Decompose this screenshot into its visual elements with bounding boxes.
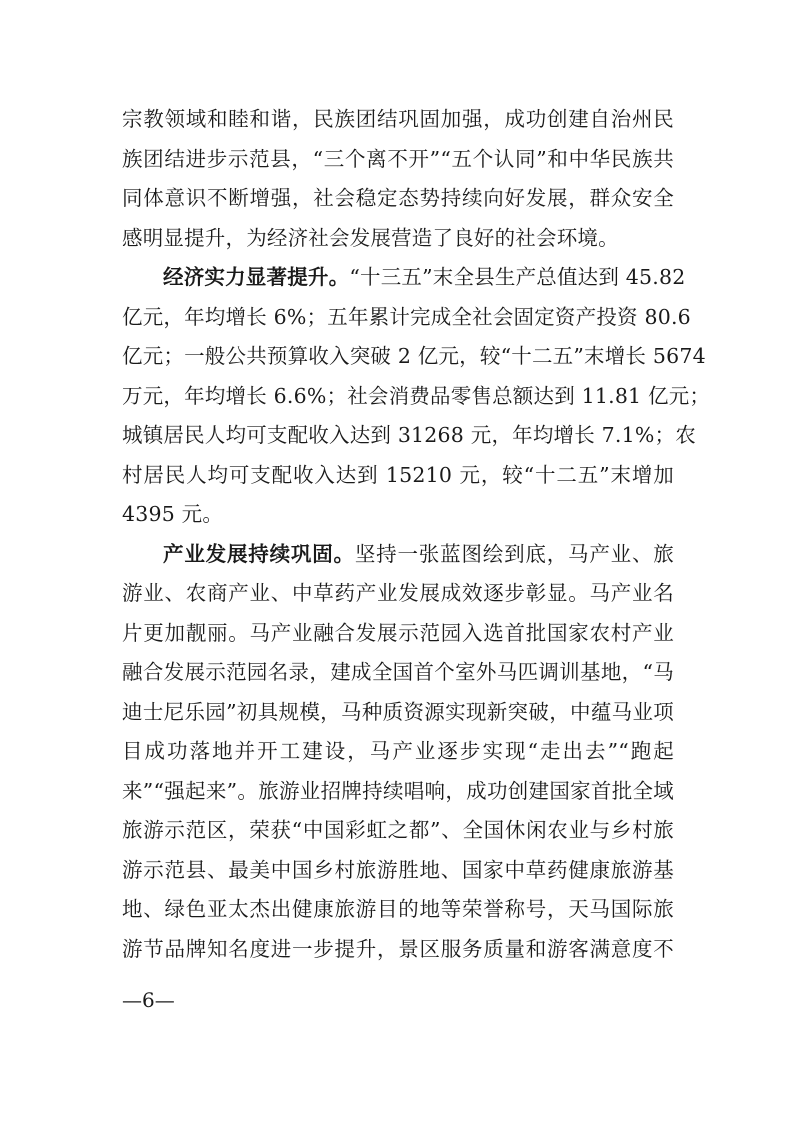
text-line: 亿元，年均增长 6%；五年累计完成全社会固定资产投资 80.6	[122, 304, 691, 329]
page-number: —6—	[122, 988, 175, 1012]
text-line: 片更加靓丽。马产业融合发展示范园入选首批国家农村产业	[122, 620, 674, 645]
text-run: “十三五”末全县生产总值达到 45.82	[349, 265, 686, 289]
text-line: 游节品牌知名度进一步提升，景区服务质量和游客满意度不	[122, 936, 674, 961]
document-page	[122, 100, 711, 969]
text-line: 同体意识不断增强，社会稳定态势持续向好发展，群众安全	[122, 186, 674, 210]
text-line: 亿元；一般公共预算收入突破 2 亿元，较“十二五”末增长 5674	[122, 344, 706, 368]
text-line: 村居民人均可支配收入达到 15210 元，较“十二五”末增加	[122, 462, 674, 487]
paragraph-economy	[122, 258, 711, 535]
text-line: 融合发展示范园名录，建成全国首个室外马匹调训基地，“马	[122, 660, 674, 684]
text-line: 地、绿色亚太杰出健康旅游目的地等荣誉称号，天马国际旅	[122, 897, 674, 921]
text-line: 旅游示范区，荣获“中国彩虹之都”、全国休闲农业与乡村旅	[122, 818, 674, 842]
paragraph-heading: 经济实力显著提升。	[163, 265, 350, 289]
text-line: 迪士尼乐园”初具规模，马种质资源实现新突破，中蕴马业项	[122, 699, 674, 724]
text-line: 来”“强起来”。旅游业招牌持续唱响，成功创建国家首批全域	[122, 778, 674, 803]
text-line: 宗教领域和睦和谐，民族团结巩固加强，成功创建自治州民	[122, 107, 674, 131]
text-line: 感明显提升，为经济社会发展营造了良好的社会环境。	[122, 225, 619, 250]
text-line: 4395 元。	[122, 502, 224, 526]
text-line	[122, 535, 674, 575]
text-line: 游业、农商产业、中草药产业发展成效逐步彰显。马产业名	[122, 581, 674, 605]
text-line: 城镇居民人均可支配收入达到 31268 元，年均增长 7.1%；农	[122, 423, 696, 447]
text-run: 坚持一张蓝图绘到底，马产业、旅	[354, 541, 674, 566]
paragraph-1	[122, 100, 674, 258]
text-line: 目成功落地并开工建设，马产业逐步实现“走出去”“跑起	[122, 739, 674, 763]
text-line: 万元，年均增长 6.6%；社会消费品零售总额达到 11.81 亿元；	[122, 383, 711, 408]
paragraph-industry	[122, 535, 674, 970]
text-line	[122, 258, 686, 298]
text-line: 族团结进步示范县，“三个离不开”“五个认同”和中华民族共	[122, 146, 674, 171]
text-line: 游示范县、最美中国乡村旅游胜地、国家中草药健康旅游基	[122, 857, 674, 882]
paragraph-heading: 产业发展持续巩固。	[163, 541, 355, 566]
